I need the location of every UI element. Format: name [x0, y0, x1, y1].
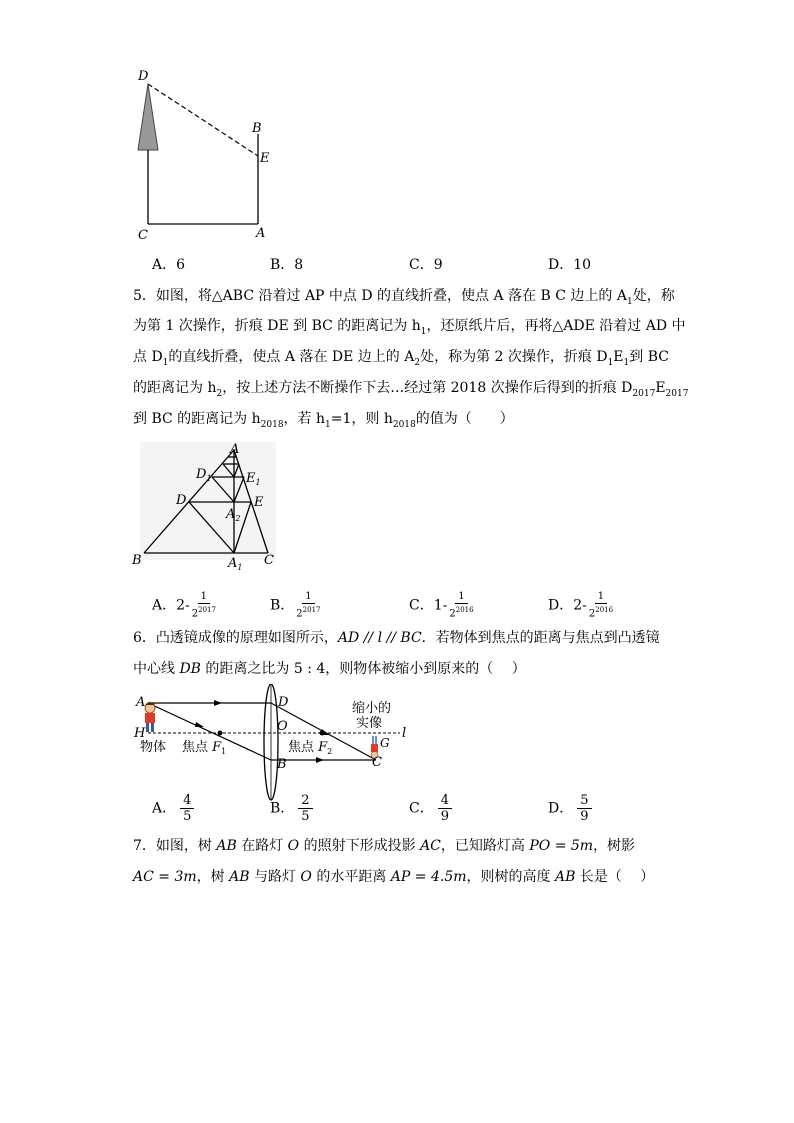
label-A: A	[136, 695, 146, 710]
q6-option-d[interactable]: D． $\frac{5}{9}$	[548, 794, 592, 823]
label-focus-1: 焦点	[182, 740, 213, 755]
q5-option-c[interactable]: C．1- $\frac{1}{2^{2016}}$	[409, 591, 474, 620]
label-image-line-2: 实像	[356, 716, 383, 731]
q7-line-2: AC = 3m，树 AB 与路灯 O 的水平距离 AP = 4.5m，则树的高度 AB 长是（ ）	[133, 869, 655, 885]
label-F2: F	[318, 740, 328, 755]
label-C: C	[138, 228, 148, 243]
q5-option-d[interactable]: D．2- $\frac{1}{2^{2016}}$	[548, 591, 614, 620]
label-focus-2: 焦点	[288, 740, 319, 755]
q4-option-c[interactable]: C．9	[409, 257, 443, 273]
label-A1: A	[228, 556, 238, 571]
q6-option-c[interactable]: C． $\frac{4}{9}$	[409, 794, 452, 823]
svg-text:焦点 F2	[288, 739, 332, 756]
label-C: C	[372, 755, 382, 770]
q4-option-a[interactable]: A．6	[152, 257, 186, 273]
label-F2-sub: 2	[327, 747, 333, 756]
label-E1: E	[246, 471, 256, 486]
label-H: H	[134, 726, 146, 741]
figure-convex-lens	[130, 684, 420, 802]
label-C: C	[264, 553, 274, 568]
q6-option-b[interactable]: B． $\frac{2}{5}$	[270, 794, 313, 823]
label-E1-sub: 1	[255, 478, 261, 487]
label-E: E	[260, 151, 270, 166]
sight-line	[148, 84, 258, 156]
q5-option-a[interactable]: A．2- $\frac{1}{2^{2017}}$	[152, 591, 216, 620]
q6-line-2: 中心线 DB 的距离之比为 5 : 4，则物体被缩小到原来的（ ）	[133, 661, 526, 677]
label-D-mid: D	[176, 493, 187, 508]
label-B: B	[132, 553, 142, 568]
tower-shape	[138, 84, 158, 150]
label-A-top: A	[230, 442, 240, 457]
q5-option-b[interactable]: B． $\frac{1}{2^{2017}}$	[270, 591, 321, 620]
label-object: 物体	[140, 740, 167, 755]
label-A2: A	[226, 507, 236, 522]
q6-line-1: 6．凸透镜成像的原理如图所示，AD // l // BC．若物体到焦点的距离与焦点到凸透镜	[133, 630, 660, 646]
q5-line-1: 5．如图，将△ABC 沿着过 AP 中点 D 的直线折叠，使点 A 落在 B C 边上的 $A_1$处，称	[133, 288, 675, 307]
label-E-mid: E	[254, 495, 264, 510]
label-image-line-1: 缩小的	[352, 701, 392, 716]
figure-folded-triangle	[130, 440, 280, 572]
q4-option-b[interactable]: B．8	[270, 257, 304, 273]
label-F1: F	[212, 740, 222, 755]
q7-line-1: 7．如图，树 AB 在路灯 O 的照射下形成投影 AC，已知路灯高 PO = 5m，树影	[133, 838, 636, 854]
q5-line-5: 到 BC 的距离记为 $h_{2018}$，若 $h_1=1$，则 $h_{2018}$的值为（ ）	[133, 411, 514, 430]
label-A1-sub: 1	[237, 563, 243, 572]
label-D1-sub: 1	[206, 474, 212, 483]
svg-text:焦点 F1	[182, 739, 226, 756]
q5-line-2: 为第 1 次操作，折痕 DE 到 BC 的距离记为 $h_1$，还原纸片后，再将△ADE 沿着过 AD 中	[133, 318, 686, 337]
label-A: A	[256, 226, 266, 241]
label-G: G	[380, 736, 390, 750]
q6-option-a[interactable]: A． $\frac{4}{5}$	[152, 794, 194, 823]
label-l: l	[402, 726, 407, 741]
label-D: D	[278, 695, 289, 710]
q5-line-3: 点 $D_1$的直线折叠，使点 A 落在 DE 边上的 $A_2$处，称为第 2 次操作，折痕 $D_1E_1$到 BC	[133, 349, 669, 368]
q4-option-d[interactable]: D．10	[548, 257, 592, 273]
object-person-icon	[145, 702, 155, 732]
label-F1-sub: 1	[221, 747, 227, 756]
q5-line-4: 的距离记为 $h_2$，按上述方法不断操作下去…经过第 2018 次操作后得到的折痕 $D_{2017}E_{2017}$	[133, 380, 689, 399]
label-A2-sub: 2	[235, 514, 241, 523]
label-B: B	[252, 121, 262, 136]
label-B: B	[277, 757, 287, 772]
label-D1: D	[196, 467, 207, 482]
figure-tower-wall	[130, 62, 280, 244]
label-D: D	[138, 69, 149, 84]
label-O: O	[277, 719, 288, 734]
